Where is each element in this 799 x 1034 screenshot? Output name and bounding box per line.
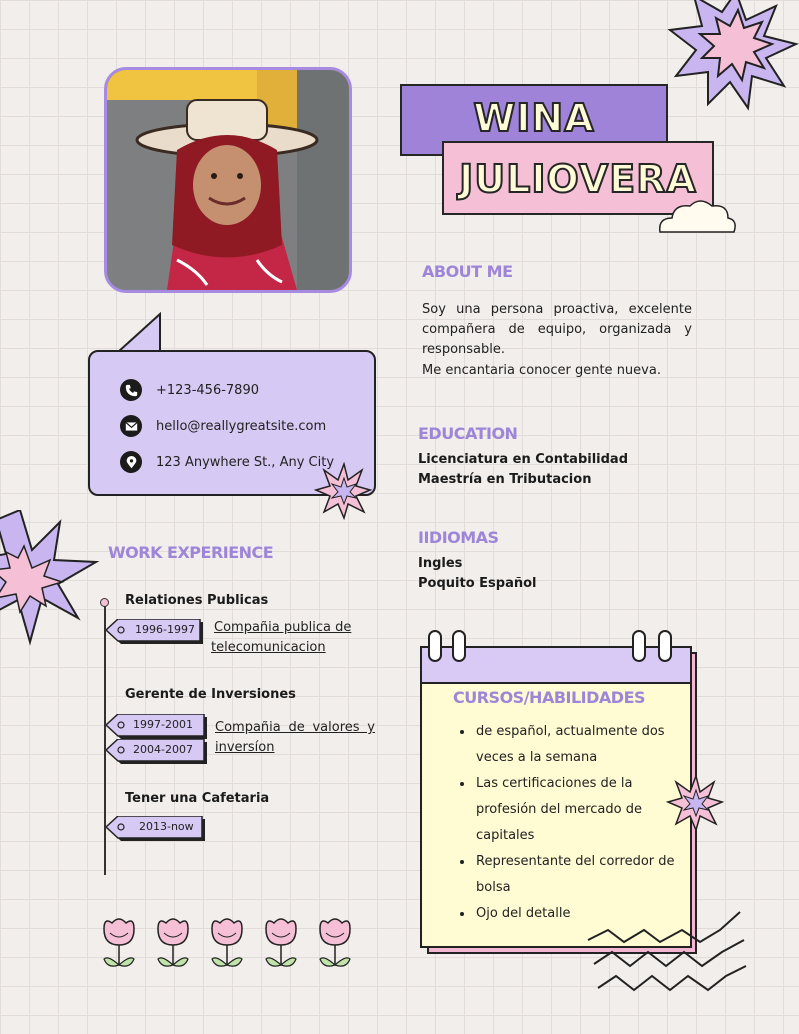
star-icon [664, 0, 799, 115]
binder-rings [424, 628, 686, 668]
job-title: Relationes Publicas [125, 593, 269, 608]
last-name: JULIOVERA [459, 157, 697, 201]
speech-bubble-tail [112, 312, 168, 354]
course-item: • Las certificaciones de la profesión del mercado de capitales [474, 771, 686, 849]
education-item: Licenciatura en Contabilidad [418, 452, 628, 467]
flower-icon [316, 915, 354, 971]
course-item: • de español, actualmente dos veces a la semana [474, 719, 686, 771]
phone-icon [120, 379, 142, 401]
star-icon [0, 510, 100, 650]
flower-icon [100, 915, 138, 971]
contact-address: 123 Anywhere St., Any City [156, 454, 335, 470]
job-title: Gerente de Inversiones [125, 687, 296, 702]
languages-heading: IIDIOMAS [418, 528, 499, 547]
date-tag: 2004-2007 [106, 739, 206, 763]
contact-phone: +123-456-7890 [156, 382, 259, 398]
about-line-1: Soy una persona proactiva, excelente [422, 302, 692, 317]
email-icon [120, 415, 142, 437]
cloud-icon [656, 196, 738, 236]
contact-email-row[interactable] [120, 414, 334, 438]
zigzag-decoration [586, 908, 748, 1004]
star-icon [314, 462, 372, 520]
job-company: inversíon [215, 740, 275, 755]
timeline-dot [100, 598, 109, 607]
course-item: • Representante del corredor de bolsa [474, 849, 686, 901]
contact-phone-row[interactable] [120, 378, 334, 402]
work-heading: WORK EXPERIENCE [108, 543, 274, 562]
language-item: Poquito Español [418, 576, 537, 591]
profile-photo [104, 67, 352, 293]
star-icon [666, 774, 724, 832]
date-tag: 2013-now [106, 816, 204, 840]
flower-icon [154, 915, 192, 971]
contact-email: hello@reallygreatsite.com [156, 418, 327, 434]
language-item: Ingles [418, 556, 463, 571]
about-line-2: compañera de equipo, organizada y [422, 322, 692, 337]
job-company: Compañia publica de [214, 620, 352, 635]
job-company: telecomunicacion [211, 640, 326, 655]
job-title: Tener una Cafetaria [125, 791, 270, 806]
date-tag: 1997-2001 [106, 714, 206, 738]
education-item: Maestría en Tributacion [418, 472, 592, 487]
flower-icon [208, 915, 246, 971]
about-line-3: responsable. [422, 342, 506, 357]
about-line-4: Me encantaria conocer gente nueva. [422, 363, 661, 378]
about-heading: ABOUT ME [422, 262, 513, 281]
date-tag: 1996-1997 [106, 619, 202, 643]
job-company: Compañia de valores y [215, 720, 375, 735]
education-heading: EDUCATION [418, 424, 518, 443]
flower-icon [262, 915, 300, 971]
first-name: WINA [473, 96, 595, 140]
courses-heading: CURSOS/HABILIDADES [453, 688, 646, 707]
course-item: • Ojo del detalle [474, 901, 686, 927]
location-icon [120, 451, 142, 473]
flower-row [100, 915, 354, 971]
contact-address-row[interactable] [120, 450, 334, 474]
courses-list [456, 719, 686, 927]
